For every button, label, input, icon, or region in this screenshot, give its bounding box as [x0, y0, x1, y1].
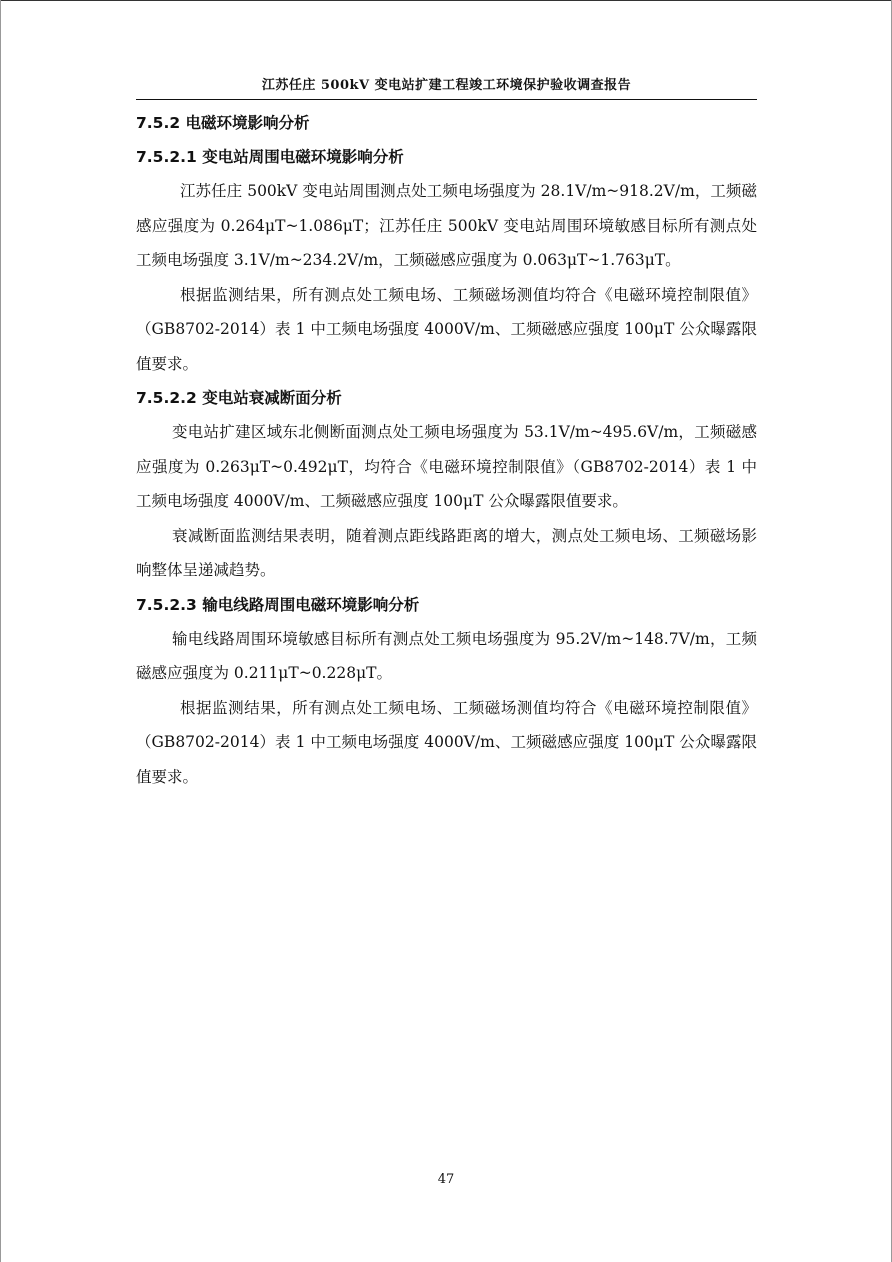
section-heading-7-5-2-3: 7.5.2.3 输电线路周围电磁环境影响分析 [136, 595, 420, 614]
page-left-border [0, 0, 1, 1262]
paragraph-7-5-2-2-b: 衰减断面监测结果表明，随着测点距线路距离的增大，测点处工频电场、工频磁场影响整体呈递减趋势。 [136, 526, 757, 579]
page-top-border [0, 0, 892, 1]
paragraph-7-5-2-3-a: 输电线路周围环境敏感目标所有测点处工频电场强度为 95.2V/m~148.7V/m，工频磁感应强度为 0.211μT~0.228μT。 [136, 629, 757, 682]
section-heading-7-5-2: 7.5.2 电磁环境影响分析 [136, 114, 310, 132]
paragraph-7-5-2-1-a: 江苏任庄 500kV 变电站周围测点处工频电场强度为 28.1V/m~918.2V/m，工频磁感应强度为 0.264μT~1.086μT；江苏任庄 500kV 变电站周围环境敏感目标所有测点处工频电场强度 3.1V/m~234.2V/m，工频磁感应强度为 0.063μT~1.763μT。 [136, 182, 757, 269]
paragraph-7-5-2-2-a: 变电站扩建区域东北侧断面测点处工频电场强度为 53.1V/m~495.6V/m，工频磁感应强度为 0.263μT~0.492μT，均符合《电磁环境控制限值》（GB8702-2014）表 1 中工频电场强度 4000V/m、工频磁感应强度 100μT 公众曝露限值要求。 [136, 423, 757, 510]
running-header: 江苏任庄 500kV 变电站扩建工程竣工环境保护验收调查报告 [136, 74, 757, 100]
section-heading-7-5-2-2: 7.5.2.2 变电站衰减断面分析 [136, 389, 342, 407]
page-number: 47 [437, 1172, 455, 1187]
section-heading-7-5-2-1: 7.5.2.1 变电站周围电磁环境影响分析 [136, 148, 404, 166]
document-body [136, 106, 757, 794]
paragraph-7-5-2-3-b: 根据监测结果，所有测点处工频电场、工频磁场测值均符合《电磁环境控制限值》（GB8702-2014）表 1 中工频电场强度 4000V/m、工频磁感应强度 100μT 公众曝露限值要求。 [136, 698, 757, 786]
paragraph-7-5-2-1-b: 根据监测结果，所有测点处工频电场、工频磁场测值均符合《电磁环境控制限值》（GB8702-2014）表 1 中工频电场强度 4000V/m、工频磁感应强度 100μT 公众曝露限值要求。 [136, 285, 757, 373]
